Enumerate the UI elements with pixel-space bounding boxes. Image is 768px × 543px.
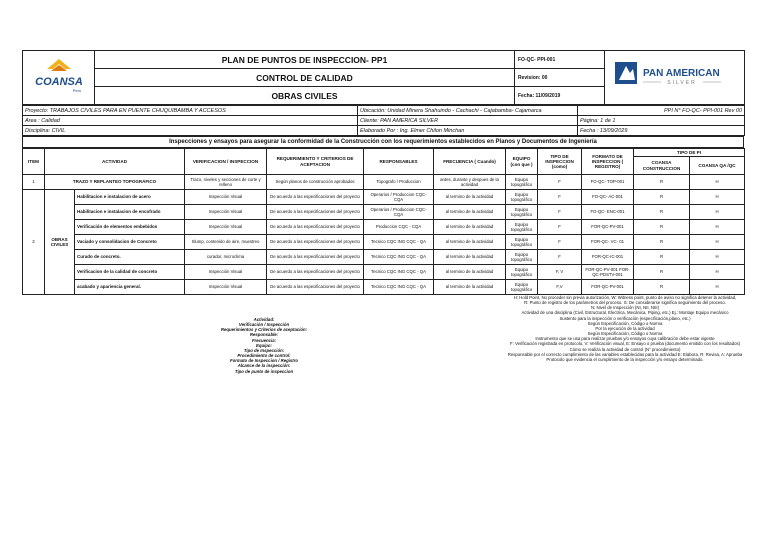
responsible-cell: Produccion CQC - CQA [364, 220, 434, 235]
document-subtitle: CONTROL DE CALIDAD [95, 69, 515, 87]
equipment-cell: Equipo topográfico [506, 220, 538, 235]
col-activity: ACTIVIDAD [45, 149, 185, 175]
legend-definition: Instrumento que se usa para realizar pruebas y/o ensayos cuya calibración debe estar vigente [535, 336, 715, 342]
header-table [22, 50, 745, 105]
coansa-logo-icon [27, 55, 91, 95]
equipment-cell: Equipo topográfico [506, 280, 538, 295]
activity-cell: Vaciado y consolidacion de Concreto [75, 235, 185, 250]
coansa-cell: R [634, 280, 690, 295]
legend-term: Frecuencia: [251, 337, 277, 343]
requirement-cell: De acuerdo a las especificaciones del proyecto [267, 205, 364, 220]
frequency-cell: al termino de la actividad [434, 220, 506, 235]
qaqc-cell: H [690, 205, 745, 220]
activity-cell: Habilitacion e instalacion de acero [75, 190, 185, 205]
inspection-type-cell: F [538, 220, 582, 235]
inspection-table [22, 148, 745, 374]
legend-definition: Protocolo que evidencia el cumplimiento de la inspección y/o ensayo determinado. [546, 356, 704, 362]
table-row [23, 190, 745, 205]
legend-definition: R: Punto de registro de los parámetros del proceso. S: De considerarse significa seguimiento del proceso. [524, 300, 726, 306]
activity-cell: TRAZO Y REPLANTEO TOPOGRÁFICO [45, 175, 185, 190]
col-qaqc: COANSA QA /QC [690, 157, 745, 175]
responsible-cell: Tecnico CQC ING CQC - QA [364, 250, 434, 265]
table-row [23, 175, 745, 190]
col-inspection-type: TIPO DE INSPECCION (como) [538, 149, 582, 175]
qaqc-cell: H [690, 175, 745, 190]
equipment-cell: Equipo topográfico [506, 190, 538, 205]
legend-term: Tipo de Inspección: [243, 347, 285, 353]
info-table [22, 105, 745, 136]
responsible-cell: Operarios / Produccion CQC- CQA [364, 190, 434, 205]
item-cell: 1 [23, 175, 45, 190]
ppi-number-field: PPI N° FO-QC- PPI-001 Rev 00 [578, 106, 745, 116]
document-code: FO-QC- PPI-001 [515, 51, 605, 69]
col-responsible: RESPONSABLES [364, 149, 434, 175]
item-cell: 2 [23, 190, 45, 295]
legend-definition: Cómo se realiza la actividad de control (N° procedimiento) [569, 346, 681, 352]
coansa-cell: R [634, 265, 690, 280]
responsible-cell: Tecnico CQC ING CQC - QA [364, 265, 434, 280]
coansa-cell: R [634, 250, 690, 265]
page-field: Página: 1 de 1 [578, 116, 745, 126]
legend-term: Verificación / Inspección [238, 322, 290, 328]
requirement-cell: De acuerdo a las especificaciones del proyecto [267, 235, 364, 250]
legend-definition: Sustento para la inspección o verificación (especificación,plano, etc.) [559, 315, 691, 321]
project-field: Proyecto: TRABAJOS CIVILES PARA EN PUENTE CHUQUIBAMBA Y ACCESOS [23, 106, 358, 116]
inspection-type-cell: F [538, 235, 582, 250]
format-cell: FOR-QC-PV-001 [582, 220, 634, 235]
legend-definition: Según Especificación, Código o Norma [587, 331, 663, 337]
frequency-cell: al termino de la actividad [434, 280, 506, 295]
frequency-cell: al termino de la actividad [434, 205, 506, 220]
verification-cell: curador, microclima [185, 250, 267, 265]
equipment-cell: Equipo topográfico [506, 265, 538, 280]
frequency-cell: al termino de la actividad [434, 250, 506, 265]
client-field: Cliente: PAN AMERICA SILVER [358, 116, 578, 126]
location-field: Ubicación: Unidad Minera Shahuindo - Cachachi - Cajabamba- Cajamarca [358, 106, 578, 116]
legend-right [506, 295, 745, 374]
responsible-cell: Tecnico CQC ING CQC - QA [364, 280, 434, 295]
info-date-field: Fecha : 13/09/2029 [578, 126, 745, 136]
frequency-cell: al termino de la actividad [434, 235, 506, 250]
legend-term: Alcance de la inspección: [237, 363, 291, 369]
requirement-cell: Según planos de construcción aprobados [267, 175, 364, 190]
banner-table [22, 136, 744, 148]
legend-left [23, 295, 506, 374]
requirement-cell: De acuerdo a las especificaciones del proyecto [267, 265, 364, 280]
pan-american-logo [605, 51, 745, 105]
equipment-cell: Equipo topográfico [506, 235, 538, 250]
frequency-cell: antes, durante y despues de la actividad [434, 175, 506, 190]
frequency-cell: al termino de la actividad [434, 265, 506, 280]
coansa-logo-tagline: Peru [72, 88, 81, 93]
pan-american-logo-text: PAN AMERICAN [643, 68, 720, 79]
inspection-table-body [23, 175, 745, 295]
col-pi-type: TIPO DE PI [634, 149, 745, 157]
col-equipment: EQUIPO (con que ) [506, 149, 538, 175]
inspection-type-cell: F [538, 190, 582, 205]
legend-definition: H: Hold Point, No proceder sin previa autorización, W: Witness point, punto de aviso no significa detener la actividad, [513, 295, 737, 300]
verification-cell: Inspección Visual [185, 265, 267, 280]
equipment-cell: Equipo topográfico [506, 205, 538, 220]
pan-american-logo-subtext: SILVER [667, 80, 697, 86]
verification-cell: Inspección Visual [185, 205, 267, 220]
col-item: ITEM [23, 149, 45, 175]
document-title: PLAN DE PUNTOS DE INSPECCION- PP1 [95, 51, 515, 69]
table-row [23, 205, 745, 220]
ppi-sheet [22, 50, 744, 374]
coansa-logo [23, 51, 95, 105]
activity-cell: Verificación de elementos embebidos [75, 220, 185, 235]
table-row [23, 280, 745, 295]
col-frequency: FRECUENCIA ( Cuando) [434, 149, 506, 175]
format-cell: FO-QC- ENC-001 [582, 205, 634, 220]
activity-cell: Verificacion de la calidad de concreto [75, 265, 185, 280]
legend-term: Requerimientos y Criterios de aceptación: [220, 327, 308, 333]
coansa-cell: R [634, 235, 690, 250]
qaqc-cell: H [690, 235, 745, 250]
verification-cell: Inspección Visual [185, 190, 267, 205]
coansa-logo-text: COANSA [34, 76, 83, 88]
document-section: OBRAS CIVILES [95, 87, 515, 105]
col-coansa: COANSA CONSTRUCCION [634, 157, 690, 175]
verification-cell: Inspección Visual [185, 220, 267, 235]
responsible-cell: Tecnico CQC ING CQC - QA [364, 235, 434, 250]
inspection-type-cell: F [538, 205, 582, 220]
equipment-cell: Equipo topográfico [506, 250, 538, 265]
inspection-type-cell: F [538, 250, 582, 265]
legend-definition: Actividad de una disciplina (Civil, Estructural, Electrica, Mecánica, Piping, etc.) Ej.: Montaje Equipo mecánico [521, 310, 729, 316]
format-cell: FOR-QC-PV-001 FOR-QC-PDSTV-001 [582, 265, 634, 280]
activity-cell: Habilitacion e instalacion de encofrado [75, 205, 185, 220]
coansa-cell: R [634, 205, 690, 220]
legend-term: Procedimiento de control: [237, 353, 291, 359]
activity-cell: Curado de concreto. [75, 250, 185, 265]
verification-cell: Slump, contenido de aire, muestreo [185, 235, 267, 250]
qaqc-cell: H [690, 190, 745, 205]
coansa-cell: R [634, 220, 690, 235]
table-row [23, 265, 745, 280]
table-row [23, 250, 745, 265]
requirement-cell: De acuerdo a las especificaciones del proyecto [267, 280, 364, 295]
inspection-type-cell: F [538, 175, 582, 190]
legend-definition: N: Nivel de Inspección (NI, NII, NIII) [590, 305, 660, 311]
col-requirement: REQUERIMIENTO Y CRITERIOS DE ACEPTACION [267, 149, 364, 175]
responsible-cell: Operarios / Produccion CQC- CQA [364, 205, 434, 220]
pan-american-logo-icon [607, 55, 737, 95]
document-date: Fecha: 11/09/2019 [515, 87, 605, 105]
inspection-type-cell: F,V [538, 280, 582, 295]
legend-term: Responsable: [249, 332, 279, 338]
coansa-cell: R [634, 175, 690, 190]
legend-definition: Responsable por el correcto cumplimiento de las variables establecidas para la actividad E: Elabora, R: Revisa, A: Aprueba [507, 351, 743, 357]
qaqc-cell: H [690, 280, 745, 295]
document-revision: Revision: 00 [515, 69, 605, 87]
verification-cell: Trazo, niveles y secciones de corte y relleno [185, 175, 267, 190]
banner-text: Inspecciones y ensayos para asegurar la conformidad de la Construcción con los requerimientos establecidos en Planos y Documentos de Ingeniería [23, 137, 744, 148]
format-cell: FOR-QC-PV-001 [582, 280, 634, 295]
legend-term: Actividad: [253, 317, 275, 322]
qaqc-cell: H [690, 250, 745, 265]
requirement-cell: De acuerdo a las especificaciones del proyecto [267, 250, 364, 265]
requirement-cell: De acuerdo a las especificaciones del proyecto [267, 190, 364, 205]
responsible-cell: Topografo / Produccion [364, 175, 434, 190]
section-cell: OBRAS CIVILES [45, 190, 75, 295]
prepared-by-field: Elaborado Por : Ing. Elmer Chilon Minchan [358, 126, 578, 136]
equipment-cell: Equipo topográfico [506, 175, 538, 190]
col-verification: VERIFICACION / INSPECCION [185, 149, 267, 175]
requirement-cell: De acuerdo a las especificaciones del proyecto [267, 220, 364, 235]
legend-term: Equipo: [256, 342, 272, 348]
area-field: Area : Calidad [23, 116, 358, 126]
discipline-field: Disciplina: CIVIL [23, 126, 358, 136]
format-cell: FO-QC- TOP-001 [582, 175, 634, 190]
inspection-type-cell: F, V [538, 265, 582, 280]
format-cell: FOR-QC-IC-001 [582, 250, 634, 265]
legend-definition: F: Verificación registrada en protocolo, V: Verificación visual, E: Ensayo o prueba (documento emitido con los resultados) [509, 341, 741, 347]
verification-cell: Inspección Visual [185, 280, 267, 295]
legend-definition: Según Especificación, Código o Norma [587, 320, 663, 326]
legend-term: Formato de Inspeccion / Registro [229, 358, 299, 364]
legend-term: Tipo de punto de inspeccion [234, 368, 294, 374]
qaqc-cell: H [690, 265, 745, 280]
format-cell: FOR-QC- VC- 01 [582, 235, 634, 250]
coansa-cell: R [634, 190, 690, 205]
activity-cell: acabado y apariencia general. [75, 280, 185, 295]
qaqc-cell: H [690, 220, 745, 235]
legend-definition: Por la ejecución de la actividad [595, 325, 655, 331]
table-row [23, 220, 745, 235]
format-cell: FO-QC- AC-001 [582, 190, 634, 205]
frequency-cell: al termino de la actividad [434, 190, 506, 205]
table-row [23, 235, 745, 250]
col-format: FORMATO DE INSPECCION ( REGISTRO) [582, 149, 634, 175]
